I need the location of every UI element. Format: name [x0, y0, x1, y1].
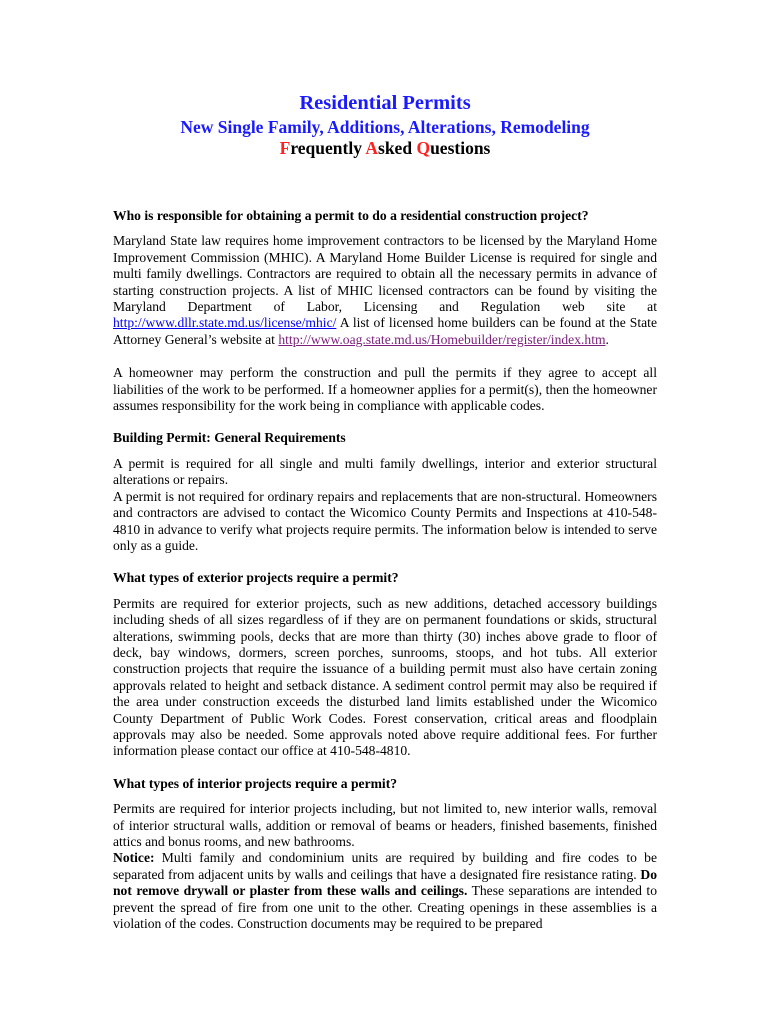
question-responsible: Who is responsible for obtaining a permit to do a residential construction project? — [113, 208, 589, 223]
page-title: Residential Permits — [299, 92, 471, 114]
notice-warning: Do not remove drywall or plaster from these walls and ceilings. — [113, 866, 657, 899]
paragraph-exterior-projects: Permits are required for exterior projects, such as new additions, detached accessory buildings including sheds of all sizes regardless of if they are on permanent foundations or skids, structural alterations, swimming pools, decks that are more than thirty (30) inches above grade to floor of deck, bay windows, dormers, screen porches, sunrooms, stoops, and hot tubs. All exterior construction projects that require the issuance of a building permit must also have certain zoning approvals related to height and setback distance. A sediment control permit may also be required if the area under construction exceeds the disturbed land limits established under the Wicomico County Department of Public Work Codes. Forest conservation, critical areas and floodplain approvals may also be needed. Some approvals noted above require additional fees. For further information please contact our office at 410-548-4810. — [113, 595, 657, 759]
paragraph-licensing-text: Maryland State law requires home improvement contractors to be licensed by the Maryland Home Improvement Commission (MHIC). A Maryland Home Builder License is required for single and multi family dwellings. Contractors are required to obtain all the necessary permits in advance of starting construction projects. A list of MHIC licensed contractors can be found by visiting the Maryland Department of Labor, Licensing and Regulation web site at — [113, 233, 657, 315]
paragraph-interior-projects: Permits are required for interior projects including, but not limited to, new interior walls, removal of interior structural walls, addition or removal of beams or headers, finished basements, finished attics and bonus rooms, and new bathrooms. — [113, 801, 657, 849]
notice-label: Notice: — [113, 850, 155, 866]
notice-tail: These separations are intended to prevent the spread of fire from one unit to the other. Creating openings in these assemblies is a violation of the codes. Construction documents may be required to be prepared — [113, 883, 657, 932]
paragraph-licensing — [113, 233, 657, 348]
paragraph-homeowner: A homeowner may perform the construction and pull the permits if they agree to accept all liabilities of the work to be performed. If a homeowner applies for a permit(s), then the homeowner assumes responsibility for the work being in compliance with applicable codes. — [113, 365, 657, 414]
document-body — [113, 208, 657, 932]
paragraph-permit-required: A permit is required for all single and multi family dwellings, interior and exterior structural alterations or repairs. — [113, 455, 657, 488]
paragraph-licensing-middle: A list of licensed home builders can be found at the State Attorney General’s website at — [113, 315, 657, 347]
question-exterior-projects: What types of exterior projects require a permit? — [113, 570, 399, 586]
question-general-requirements: Building Permit: General Requirements — [113, 430, 346, 446]
question-interior-projects: What types of interior projects require a permit? — [113, 775, 398, 791]
faq-heading — [0, 138, 770, 159]
faq-initial-f: F — [279, 138, 291, 158]
faq-initial-a: A — [365, 138, 379, 158]
faq-word-f: requently — [290, 138, 366, 158]
notice-text: Multi family and condominium units are required by building and fire codes to be separated from adjacent units by walls and ceilings that have a designated fire resistance rating. — [113, 850, 657, 882]
page-subtitle: New Single Family, Additions, Alterations, Remodeling — [180, 117, 590, 137]
paragraph-permit-not-required: A permit is not required for ordinary repairs and replacements that are non-structural. Homeowners and contractors are advised to contact the Wicomico County Permits and Inspections at 410-548-4810 in advance to verify what projects require permits. The information below is intended to serve only as a guide. — [113, 488, 657, 553]
paragraph-notice — [113, 850, 657, 932]
faq-word-q: uestions — [430, 138, 491, 158]
faq-initial-q: Q — [416, 138, 431, 158]
mhic-link[interactable]: http://www.dllr.state.md.us/license/mhic/ — [113, 315, 337, 331]
faq-word-a: sked — [378, 138, 417, 158]
paragraph-licensing-end: . — [605, 331, 609, 347]
homebuilder-link[interactable]: http://www.oag.state.md.us/Homebuilder/register/index.htm — [278, 331, 606, 347]
